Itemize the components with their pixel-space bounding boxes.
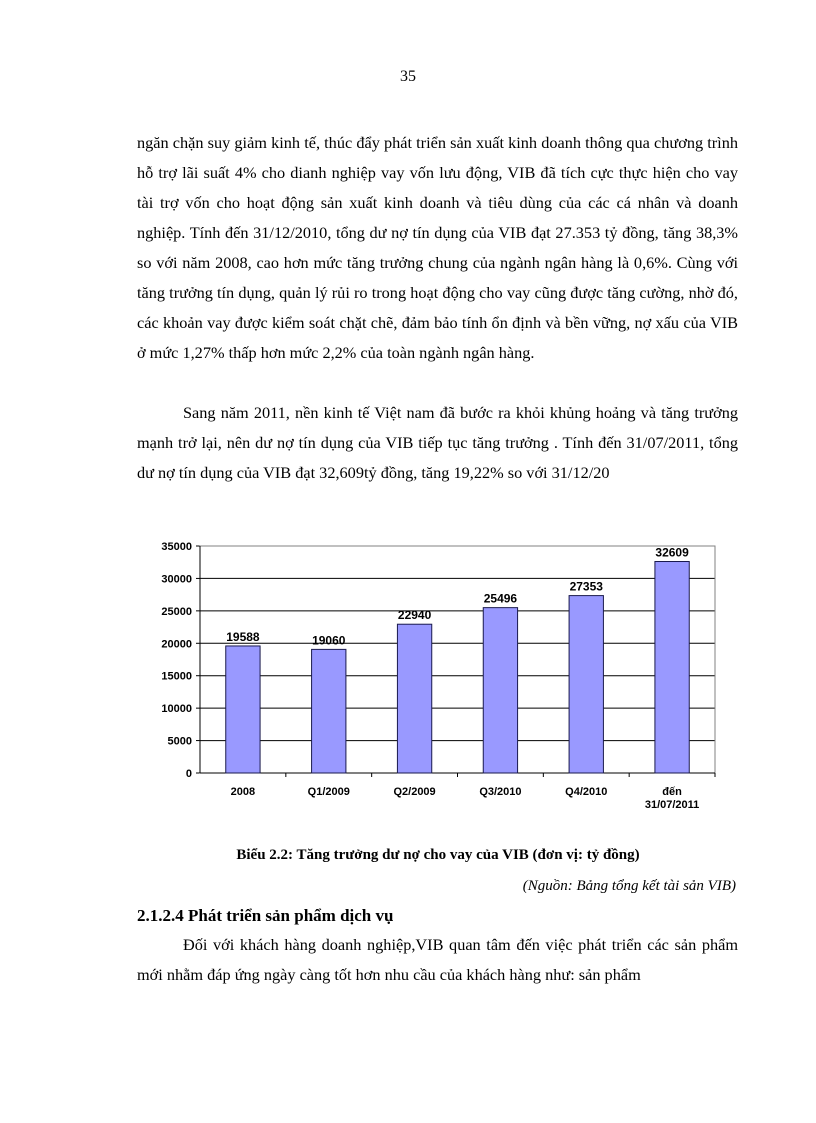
bar bbox=[312, 649, 346, 773]
figure-caption: Biểu 2.2: Tăng trưởng dư nợ cho vay của VIB (đơn vị: tỷ đồng) bbox=[236, 847, 640, 863]
bar bbox=[483, 608, 517, 773]
bar bbox=[397, 624, 431, 773]
y-tick-label: 0 bbox=[185, 768, 192, 780]
y-tick-label: 5000 bbox=[167, 735, 192, 748]
y-tick-label: 10000 bbox=[161, 703, 192, 716]
bar bbox=[226, 646, 260, 773]
x-category-label: Q1/2009 bbox=[307, 786, 350, 798]
bar bbox=[569, 596, 603, 773]
x-category-label: Q3/2010 bbox=[479, 786, 522, 798]
body-paragraph-3: Đối với khách hàng doanh nghiệp,VIB quan tâm đến việc phát triển các sản phẩm mới nhằm đáp ứng ngày càng tốt hơn nhu cầu của khách hàng như: sản phẩm bbox=[137, 935, 738, 984]
page-number: 35 bbox=[400, 68, 416, 85]
y-tick-label: 35000 bbox=[161, 541, 192, 553]
y-tick-label: 15000 bbox=[161, 670, 192, 683]
figure-source: (Nguồn: Bảng tổng kết tài sản VIB) bbox=[522, 878, 736, 894]
y-tick-label: 20000 bbox=[161, 638, 192, 651]
x-category-label: đến 31/07/2011 bbox=[644, 786, 700, 811]
bar-value-label: 27353 bbox=[569, 579, 603, 594]
bar bbox=[655, 562, 689, 773]
loan-growth-bar-chart bbox=[135, 530, 735, 830]
bar-value-label: 22940 bbox=[397, 608, 432, 623]
y-tick-label: 30000 bbox=[161, 573, 192, 586]
x-category-label: 2008 bbox=[230, 786, 256, 798]
section-heading: 2.1.2.4 Phát triển sản phẩm dịch vụ bbox=[137, 906, 394, 925]
bar-value-label: 19588 bbox=[226, 629, 260, 644]
bar-value-label: 19060 bbox=[312, 633, 346, 648]
bar-value-label: 25496 bbox=[483, 591, 518, 606]
x-category-label: Q4/2010 bbox=[565, 786, 608, 798]
x-category-label: Q2/2009 bbox=[393, 786, 436, 798]
body-paragraph-1: ngăn chặn suy giảm kinh tế, thúc đẩy phát triển sản xuất kinh doanh thông qua chương trình hỗ trợ lãi suất 4% cho dianh nghiệp vay vốn lưu động, VIB đã tích cực thực hiện cho vay tài trợ vốn cho hoạt động sản xuất kinh doanh và tiêu dùng của các cá nhân và doanh nghiệp. Tính đến 31/12/2010, tổng dư nợ tín dụng của VIB đạt 27.353 tỷ đồng, tăng 38,3% so với năm 2008, cao hơn mức tăng trưởng chung của ngành ngân hàng là 0,6%. Cùng với tăng trưởng tín dụng, quản lý rủi ro trong hoạt động cho vay cũng được tăng cường, nhờ đó, các khoản vay được kiểm soát chặt chẽ, đảm bảo tính ổn định và bền vững, nợ xấu của VIB ở mức 1,27% thấp hơn mức 2,2% của toàn ngành ngân hàng. bbox=[137, 133, 738, 362]
y-tick-label: 25000 bbox=[161, 605, 192, 618]
bar-value-label: 32609 bbox=[655, 545, 689, 560]
plot-area-frame bbox=[200, 546, 715, 773]
body-paragraph-2: Sang năm 2011, nền kinh tế Việt nam đã bước ra khỏi khủng hoảng và tăng trưởng mạnh trở lại, nên dư nợ tín dụng của VIB tiếp tục tăng trưởng . Tính đến 31/07/2011, tổng dư nợ tín dụng của VIB đạt 32,609tỷ đồng, tăng 19,22% so với 31/12/20 bbox=[137, 403, 738, 482]
